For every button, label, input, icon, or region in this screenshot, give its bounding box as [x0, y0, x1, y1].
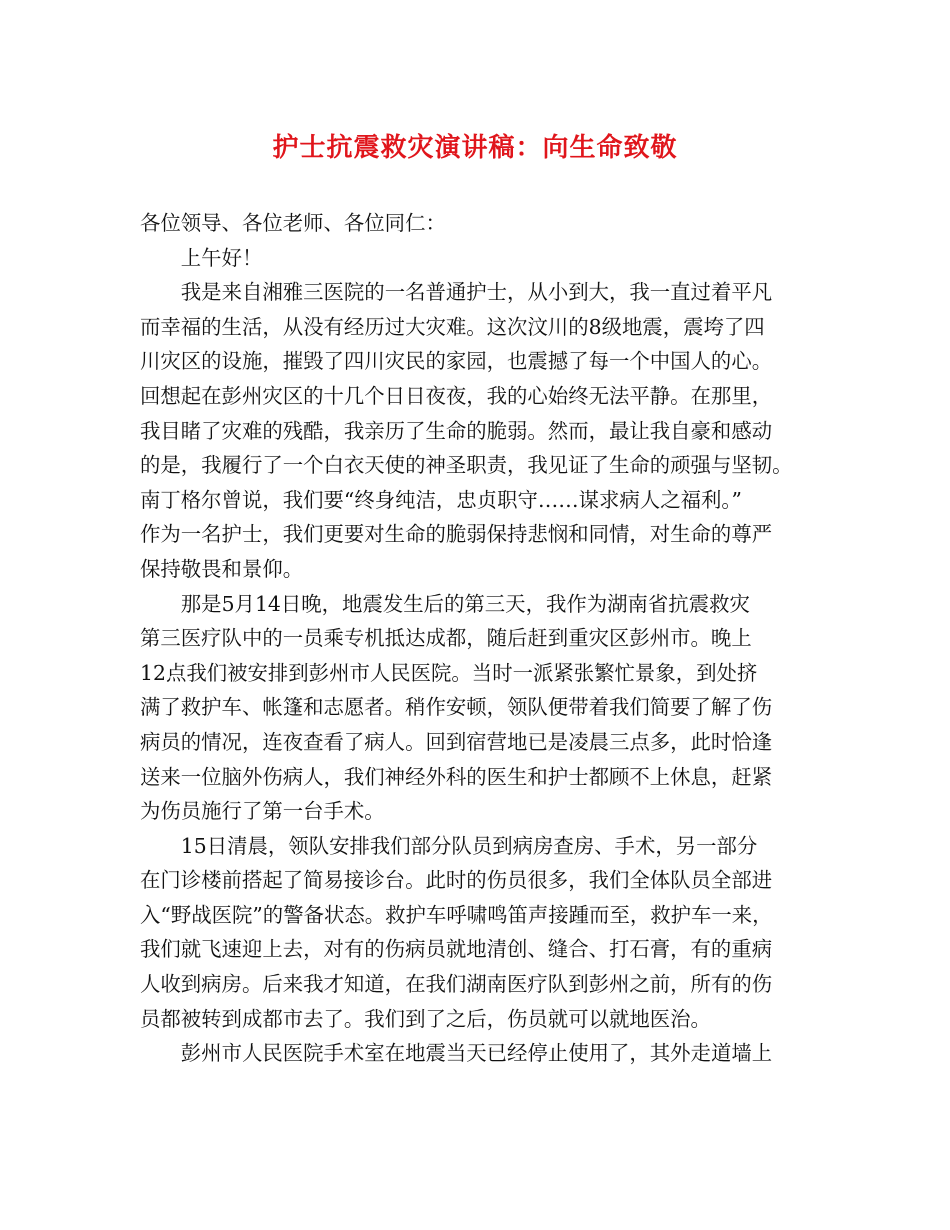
- paragraph-1: [140, 275, 830, 586]
- paragraph-line: 川灾区的设施，摧毁了四川灾民的家园，也震撼了每一个中国人的心。: [140, 349, 773, 374]
- paragraph-line: 我目睹了灾难的残酷，我亲历了生命的脆弱。然而，最让我自豪和感动: [140, 418, 773, 443]
- paragraph-line: 回想起在彭州灾区的十几个日日夜夜，我的心始终无法平静。在那里，: [140, 383, 773, 408]
- paragraph-line: 而幸福的生活，从没有经历过大灾难。这次汶川的8级地震，震垮了四: [140, 314, 765, 339]
- paragraph-line: 满了救护车、帐篷和志愿者。稍作安顿，领队便带着我们简要了解了伤: [140, 695, 773, 720]
- paragraph-4: [140, 1036, 830, 1071]
- paragraph-line: 人收到病房。后来我才知道，在我们湖南医疗队到彭州之前，所有的伤: [140, 972, 773, 997]
- salutation: 各位领导、各位老师、各位同仁：: [140, 211, 446, 235]
- paragraph-line: 为伤员施行了第一台手术。: [140, 799, 385, 824]
- paragraph-line: 12点我们被安排到彭州市人民医院。当时一派紧张繁忙景象，到处挤: [140, 660, 758, 685]
- paragraph-line: 作为一名护士，我们更要对生命的脆弱保持悲悯和同情，对生命的尊严: [140, 522, 773, 547]
- paragraph-line: 第三医疗队中的一员乘专机抵达成都，随后赶到重灾区彭州市。晚上: [140, 626, 752, 651]
- document-body: [140, 206, 830, 1071]
- paragraph-line: 送来一位脑外伤病人，我们神经外科的医生和护士都顾不上休息，赶紧: [140, 764, 773, 789]
- paragraph-line: 我是来自湘雅三医院的一名普通护士，从小到大，我一直过着平凡: [180, 280, 773, 305]
- paragraph-2: [140, 587, 830, 829]
- paragraph-line: 病员的情况，连夜查看了病人。回到宿营地已是凌晨三点多，此时恰逢: [140, 729, 773, 754]
- paragraph-line: 入“野战医院”的警备状态。救护车呼啸鸣笛声接踵而至，救护车一来，: [140, 902, 773, 927]
- document-title: 护士抗震救灾演讲稿：向生命致敬: [272, 133, 678, 163]
- paragraph-line: 我们就飞速迎上去，对有的伤病员就地清创、缝合、打石膏，有的重病: [140, 937, 773, 962]
- paragraph-line: 保持敬畏和景仰。: [140, 556, 304, 581]
- paragraph-line: 那是5月14日晚，地震发生后的第三天，我作为湖南省抗震救灾: [180, 591, 750, 616]
- paragraph-line: 的是，我履行了一个白衣天使的神圣职责，我见证了生命的顽强与坚韧。: [140, 453, 793, 478]
- paragraph-3: [140, 829, 830, 1037]
- paragraph-line: 在门诊楼前搭起了简易接诊台。此时的伤员很多，我们全体队员全部进: [140, 868, 773, 893]
- paragraph-line: 员都被转到成都市去了。我们到了之后，伤员就可以就地医治。: [140, 1006, 711, 1031]
- paragraph-line: 15日清晨，领队安排我们部分队员到病房查房、手术，另一部分: [180, 833, 758, 858]
- greeting: 上午好！: [180, 245, 263, 270]
- paragraph-line: 南丁格尔曾说，我们要“终身纯洁，忠贞职守……谋求病人之福利。”: [140, 487, 742, 512]
- paragraph-line: 彭州市人民医院手术室在地震当天已经停止使用了，其外走道墙上: [180, 1041, 773, 1066]
